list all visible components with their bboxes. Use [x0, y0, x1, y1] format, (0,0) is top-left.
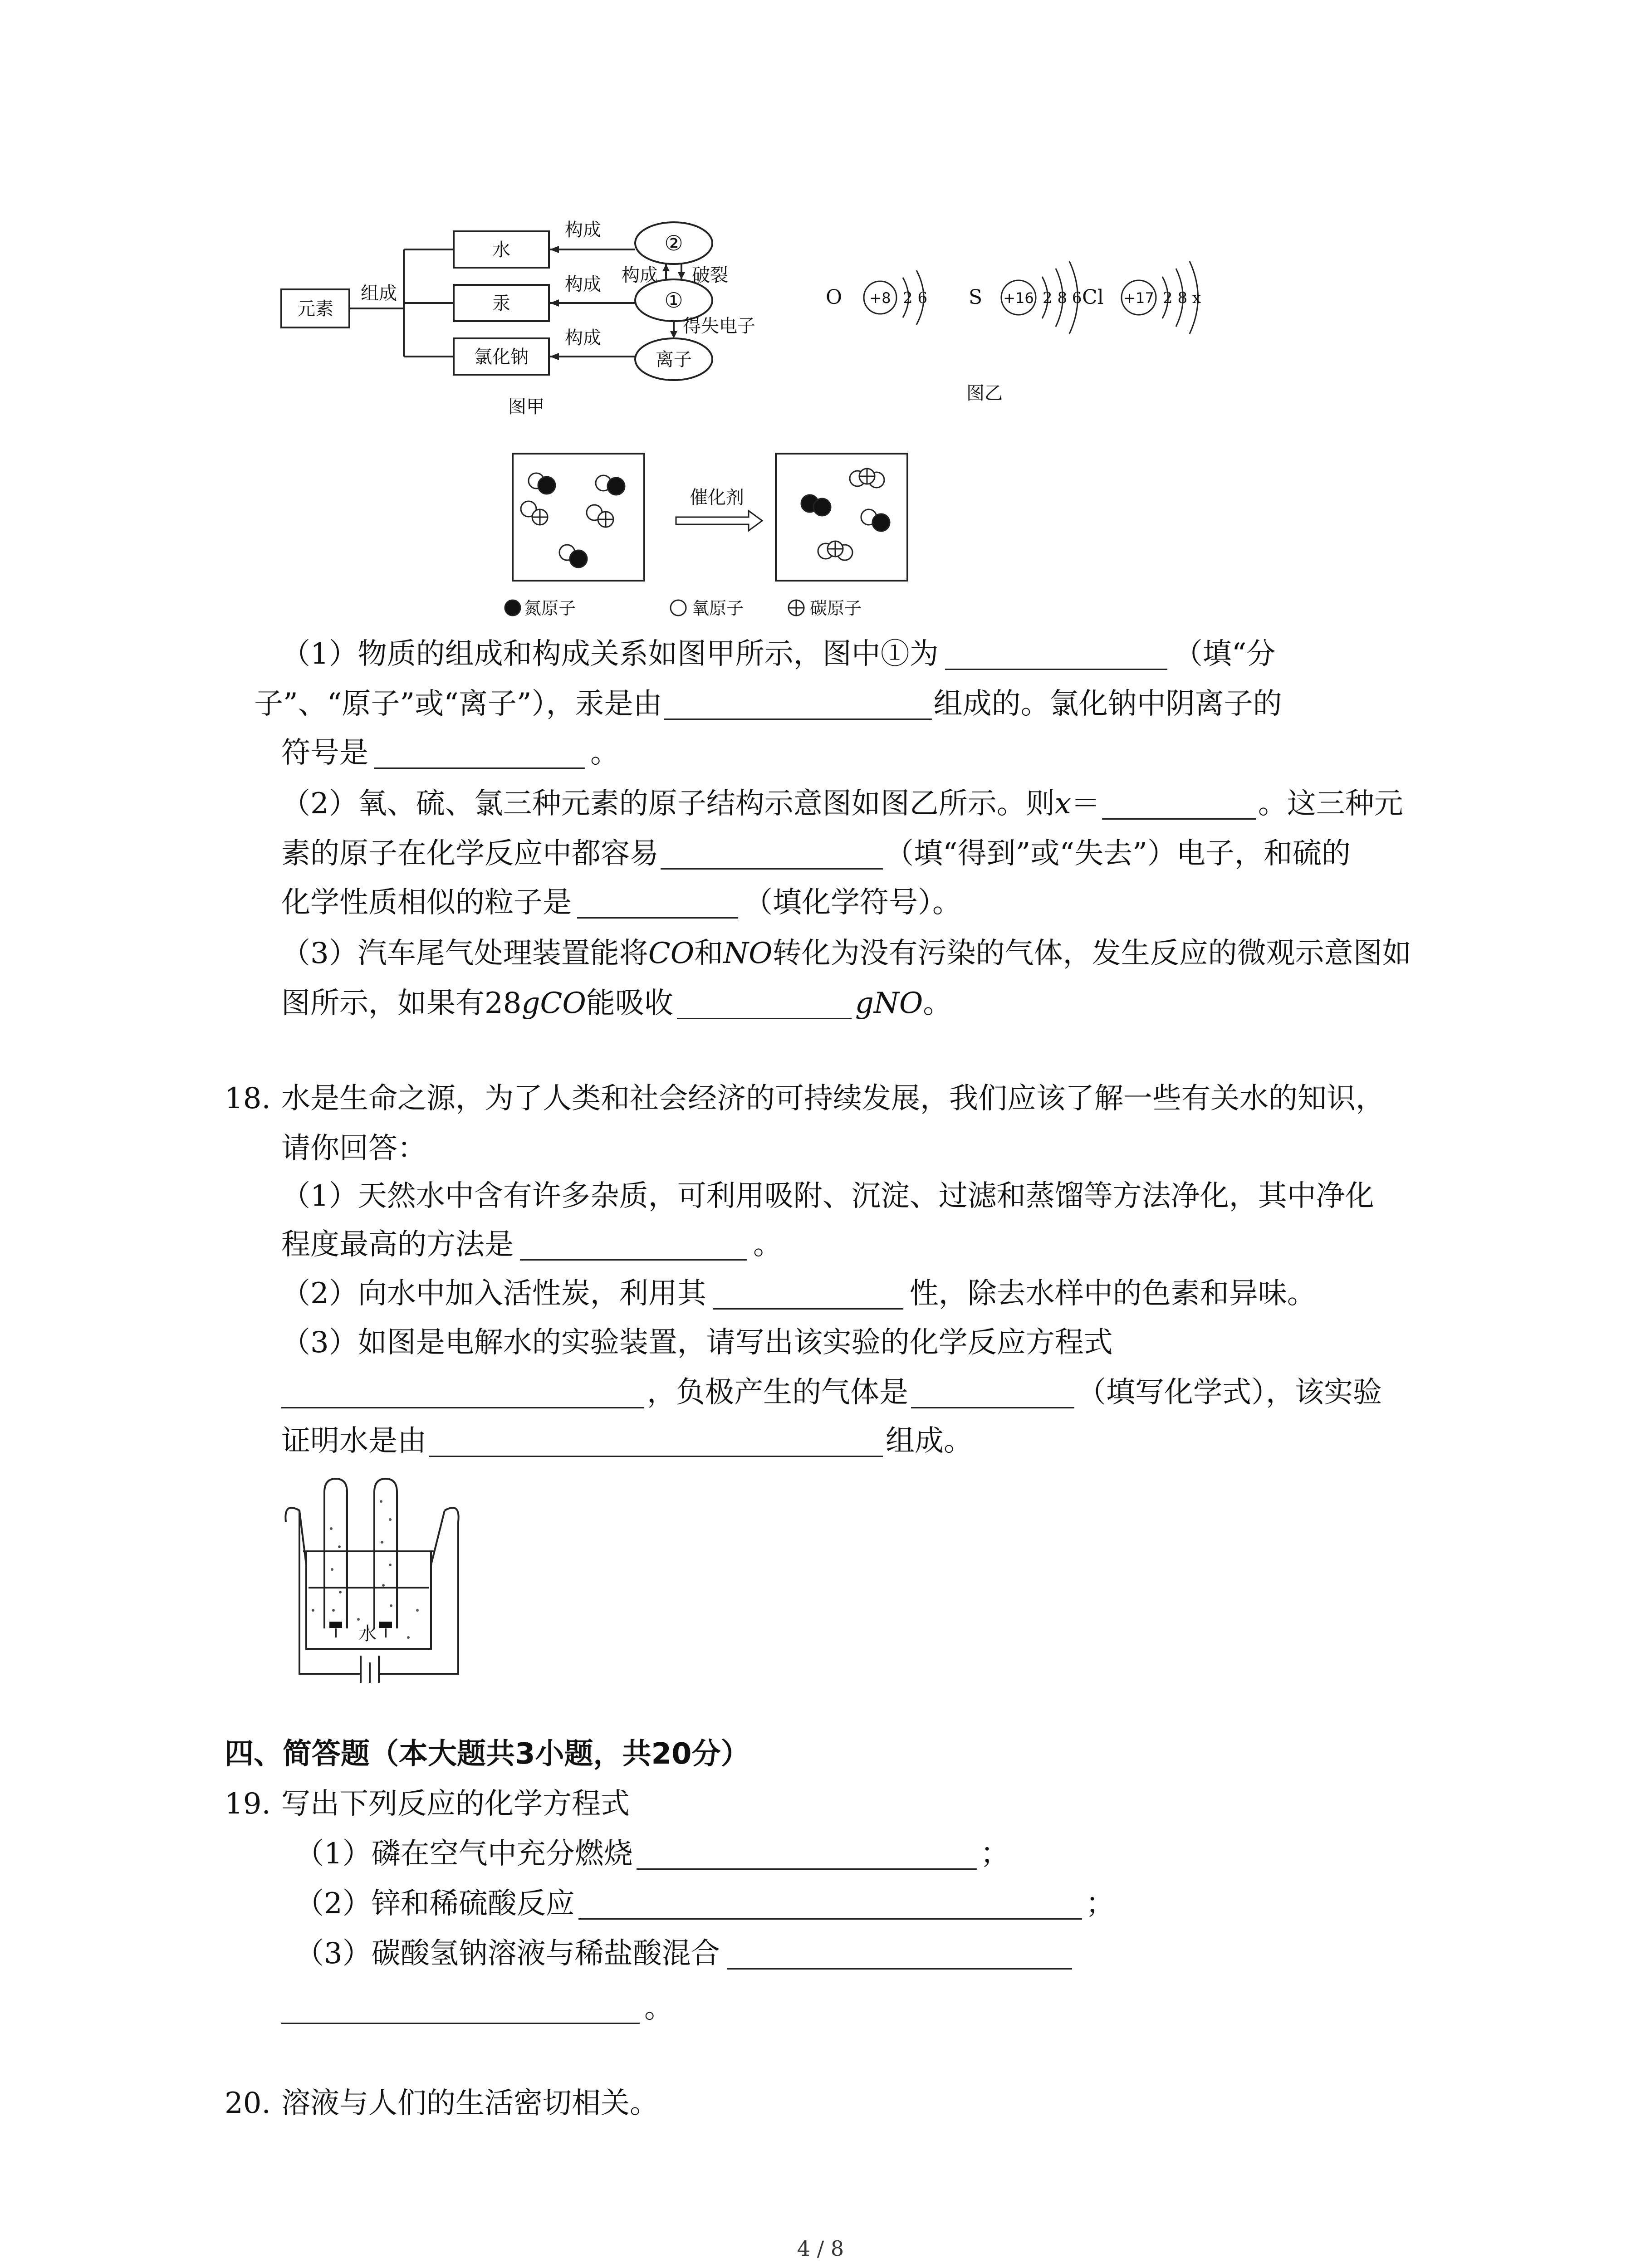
q17-part1-line2: 子”、“原子”或“离子”），汞是由 组成的。氯化钠中阴离子的: [254, 687, 1282, 721]
q19-part1: （1）磷在空气中充分燃烧 ；: [295, 1837, 1009, 1871]
q18-part3-line2: ，负极产生的气体是 （填写化学式），该实验: [281, 1378, 1382, 1408]
q17-part3-line1: （3）汽车尾气处理装置能将CO和NO转化为没有污染的气体，发生反应的微观示意图如: [281, 937, 1411, 970]
q18-blank-2[interactable]: [713, 1281, 903, 1310]
q17-blank-1[interactable]: [945, 641, 1167, 670]
q19-blank-1[interactable]: [637, 1841, 977, 1870]
q18-blank-4[interactable]: [911, 1380, 1074, 1408]
label-ion: 离子: [656, 349, 692, 370]
q17-part3-line2: 图所示，如果有28gCO能吸收 gNO。: [281, 987, 952, 1020]
o-symbol: O: [826, 286, 843, 309]
q18-blank-1[interactable]: [520, 1232, 747, 1261]
label-constitute-1: 构成: [565, 220, 601, 240]
electrolysis-apparatus: [281, 1474, 472, 1683]
q19-part3-cont: 。: [281, 1994, 673, 2024]
q19-blank-3[interactable]: [727, 1941, 1072, 1970]
s-nuclear-charge: +16: [1003, 289, 1034, 307]
q19-part2: （2）锌和稀硫酸反应 ；: [295, 1887, 1115, 1921]
q17-part1-line1: （1）物质的组成和构成关系如图甲所示，图中①为 （填“分: [281, 637, 1276, 671]
q19-line1: 写出下列反应的化学方程式: [281, 1787, 630, 1821]
q17-part1-line3: 符号是 。: [281, 736, 619, 770]
q18-blank-3[interactable]: [281, 1380, 644, 1408]
q18-part1-line2: 程度最高的方法是 。: [281, 1228, 782, 1261]
q18-line1: 水是生命之源，为了人类和社会经济的可持续发展，我们应该了解一些有关水的知识，: [281, 1082, 1385, 1115]
q17-blank-4[interactable]: [1102, 791, 1256, 820]
section-heading: 四、简答题（本大题共3小题，共20分）: [225, 1737, 750, 1771]
label-node-1: ①: [664, 288, 683, 313]
label-water: 水: [358, 1623, 377, 1644]
q17-blank-6[interactable]: [577, 890, 738, 919]
q18-blank-5[interactable]: [429, 1428, 883, 1457]
figure-jia: [272, 213, 835, 426]
q19-blank-2[interactable]: [578, 1891, 1082, 1920]
label-constitute-3: 构成: [565, 327, 601, 348]
label-nacl: 氯化钠: [474, 347, 529, 367]
q18-part3-line1: （3）如图是电解水的实验装置，请写出该实验的化学反应方程式: [281, 1326, 1113, 1359]
q20-number: 20.: [225, 2087, 271, 2120]
q17-blank-5[interactable]: [661, 841, 883, 870]
q18-part1-line1: （1）天然水中含有许多杂质，可利用吸附、沉淀、过滤和蒸馏等方法净化，其中净化: [281, 1179, 1374, 1213]
o-nuclear-charge: +8: [869, 289, 891, 307]
legend-oxygen: 氧原子: [692, 598, 744, 618]
q17-blank-2[interactable]: [664, 691, 932, 720]
figure-yi: [817, 245, 1225, 408]
label-mercury: 汞: [492, 293, 510, 314]
caption-jia: 图甲: [508, 396, 544, 417]
figure-catalyst: [499, 449, 1007, 626]
cl-nuclear-charge: +17: [1123, 289, 1154, 307]
label-element: 元素: [297, 298, 333, 319]
cl-electrons: 2 8 x: [1163, 289, 1201, 307]
q20-line1: 溶液与人们的生活密切相关。: [281, 2087, 659, 2120]
q18-line2: 请你回答：: [281, 1132, 426, 1165]
label-catalyst: 催化剂: [690, 487, 744, 508]
q17-part2-line1: （2）氧、硫、氯三种元素的原子结构示意图如图乙所示。则x＝ 。这三种元: [281, 787, 1403, 821]
legend-carbon: 碳原子: [810, 598, 862, 618]
q19-number: 19.: [225, 1787, 271, 1821]
label-break: 破裂: [692, 265, 728, 286]
q19-part3: （3）碳酸氢钠溶液与稀盐酸混合: [295, 1939, 1072, 1970]
caption-yi: 图乙: [966, 383, 1003, 404]
s-electrons: 2 8 6: [1043, 289, 1082, 307]
q17-blank-7[interactable]: [677, 991, 852, 1019]
legend-nitrogen: 氮原子: [524, 598, 576, 618]
label-node-2: ②: [664, 231, 683, 255]
q19-blank-4[interactable]: [281, 1995, 640, 2024]
label-compose: 组成: [361, 283, 397, 304]
q17-part2-line3: 化学性质相似的粒子是 （填化学符号）。: [281, 886, 961, 919]
o-electrons: 2 6: [903, 289, 928, 307]
q18-part2: （2）向水中加入活性炭，利用其 性，除去水样中的色素和异味。: [281, 1277, 1316, 1310]
label-constitute-4: 构成: [622, 265, 658, 286]
label-gain-lose: 得失电子: [683, 316, 755, 337]
cl-symbol: Cl: [1082, 286, 1104, 309]
q17-part2-line2: 素的原子在化学反应中都容易 （填“得到”或“失去”）电子，和硫的: [281, 837, 1351, 870]
s-symbol: S: [969, 286, 983, 309]
q18-number: 18.: [225, 1082, 271, 1115]
q18-part3-line3: 证明水是由 组成。: [281, 1424, 973, 1458]
reaction-arrow: [676, 511, 762, 531]
label-constitute-2: 构成: [565, 274, 601, 295]
label-water: 水: [492, 240, 510, 260]
page-number: 4 / 8: [797, 2236, 844, 2261]
q17-blank-3[interactable]: [374, 740, 585, 769]
